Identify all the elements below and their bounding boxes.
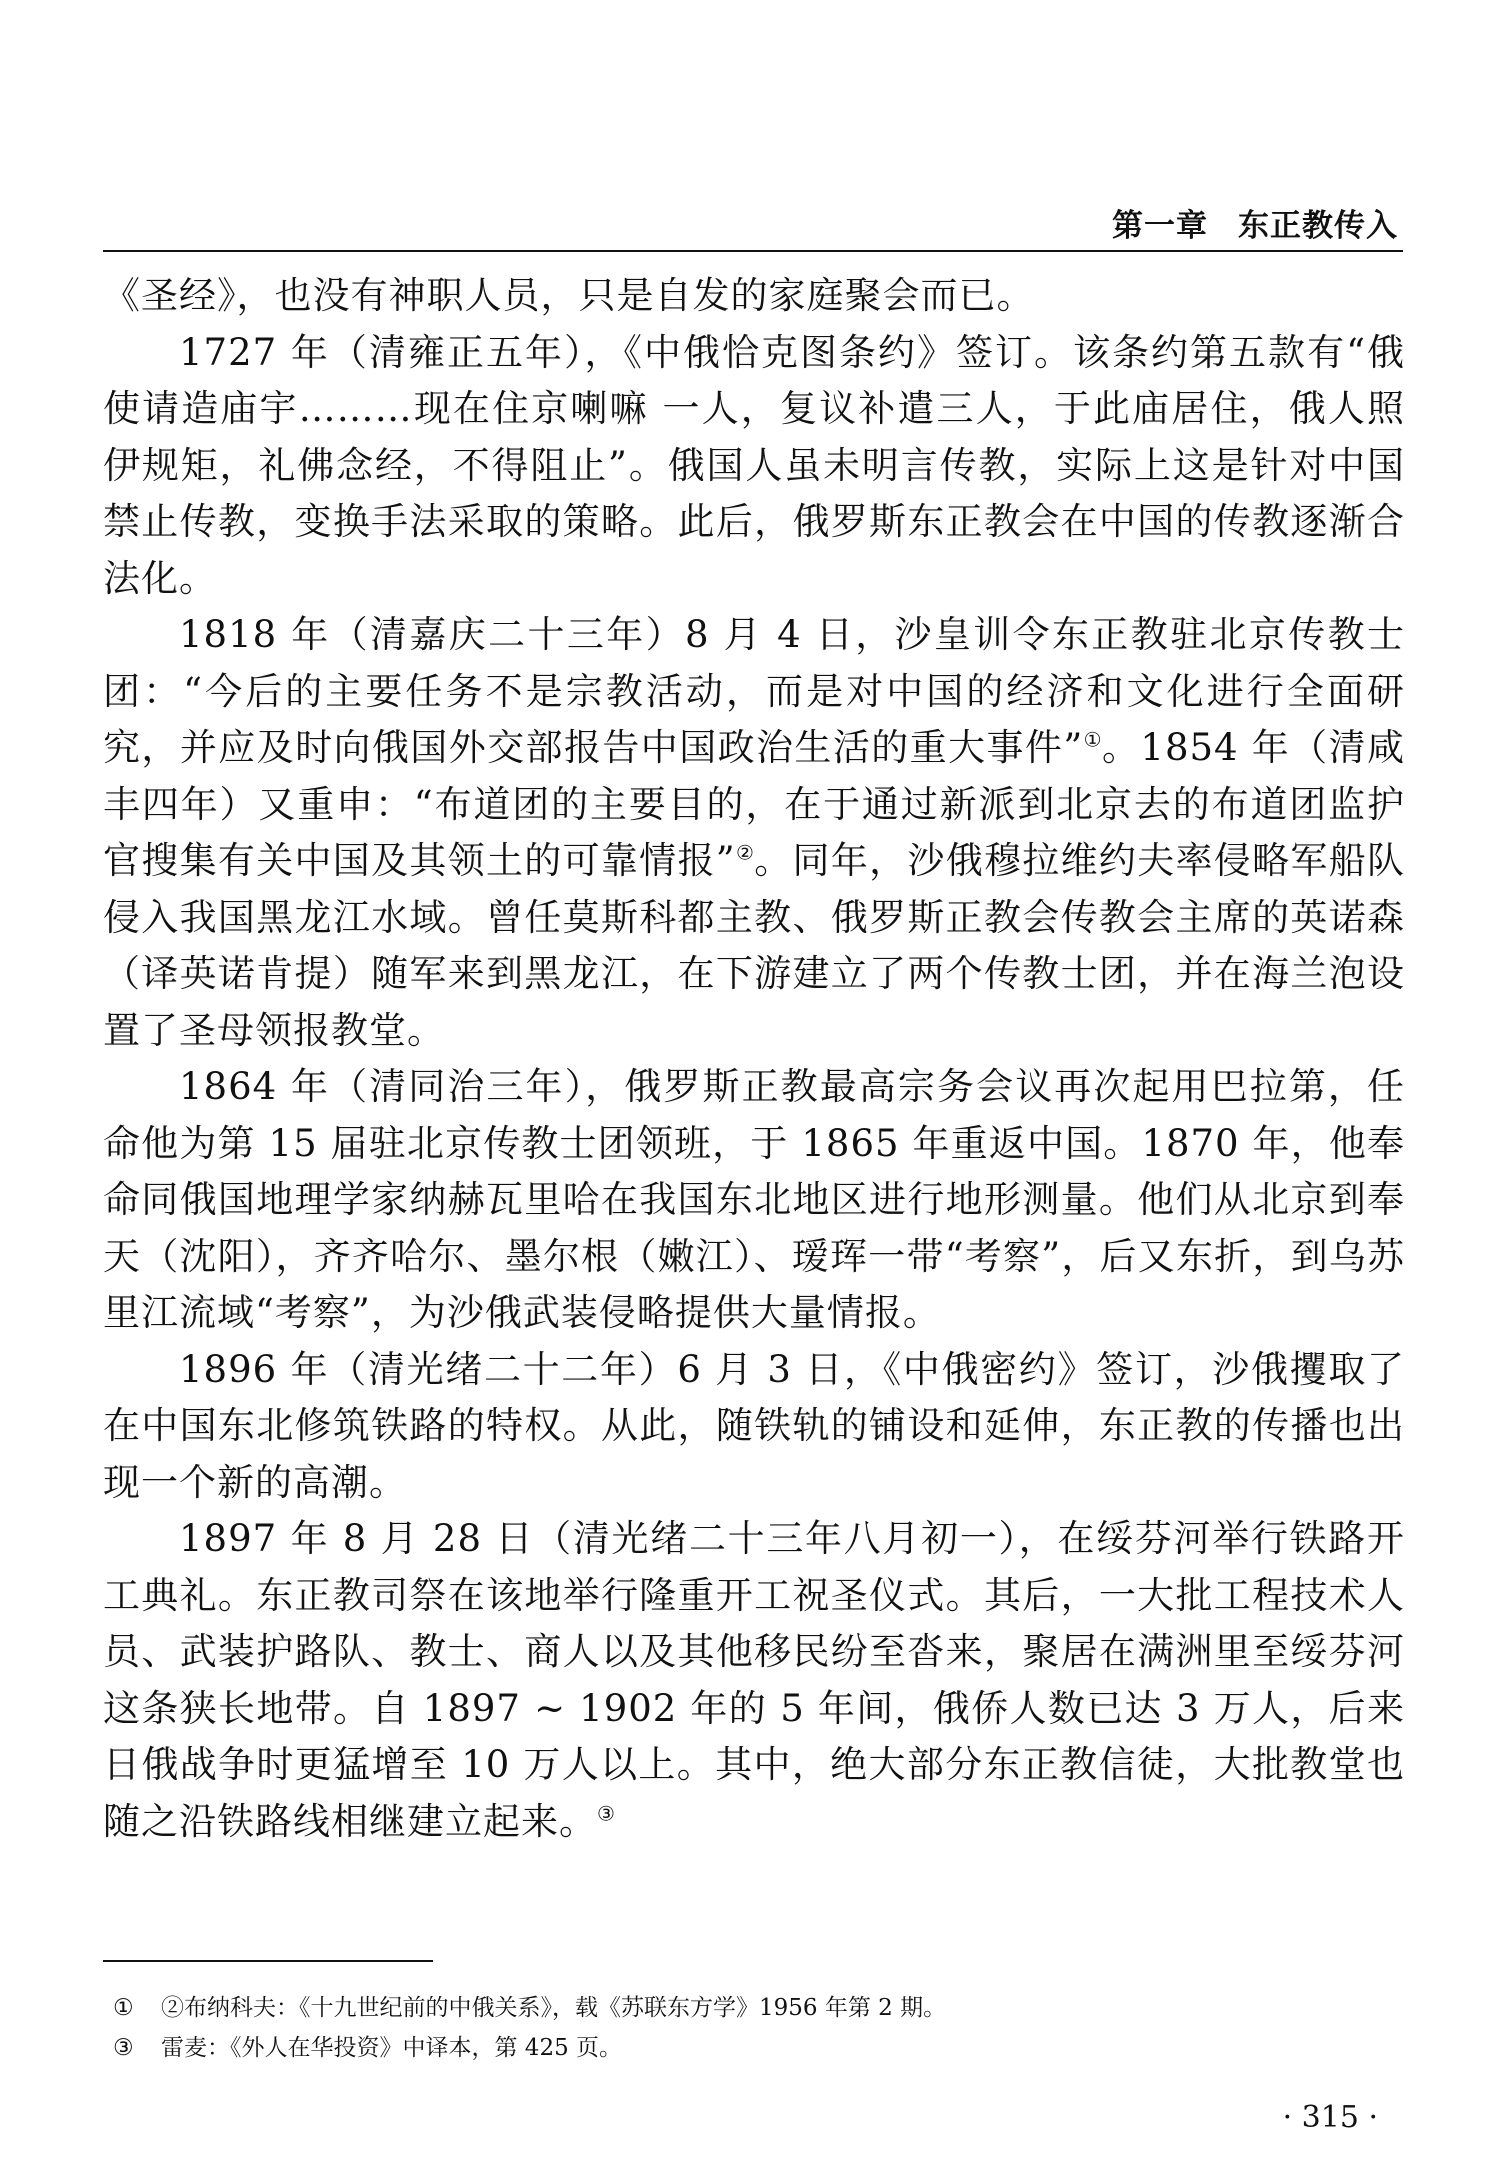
paragraph-3-part-1: 1818 年（清嘉庆二十三年）8 月 4 日，沙皇训令东正教驻北京传教士团：“今后的主要任务不是宗教活动，而是对中国的经济和文化进行全面研究，并应及时向俄国外交部报告中国政治生活的重大事件” <box>103 613 1405 769</box>
paragraph-3-part-3: 。同年，沙俄穆拉维约夫率侵略军船队侵入我国黑龙江水域。曾任莫斯科都主教、俄罗斯正教会传教会主席的英诺森（译英诺肯提）随军来到黑龙江，在下游建立了两个传教士团，并在海兰泡设置了圣母领报教堂。 <box>103 839 1405 1052</box>
paragraph-6-text: 1897 年 8 月 28 日（清光绪二十三年八月初一），在绥芬河举行铁路开工典礼。东正教司祭在该地举行隆重开工祝圣仪式。其后，一大批工程技术人员、武装护路队、教士、商人以及其他移民纷至沓来，聚居在满洲里至绥芬河这条狭长地带。自 1897 ~ 1902 年的 5 年间，俄侨人数已达 3 万人，后来日俄战争时更猛增至 10 万人以上。其中，绝大部分东正教信徒，大批教堂也随之沿铁路线相继建立起来。 <box>103 1517 1405 1843</box>
footnote-text: 雷麦：《外人在华投资》中译本，第 425 页。 <box>161 2035 623 2061</box>
paragraph-4: 1864 年（清同治三年），俄罗斯正教最高宗务会议再次起用巴拉第，任命他为第 15 届驻北京传教士团领班，于 1865 年重返中国。1870 年，他奉命同俄国地理学家纳赫瓦里哈在我国东北地区进行地形测量。他们从北京到奉天（沈阳），齐齐哈尔、墨尔根（嫩江）、瑷珲一带“考察”，后又东折，到乌苏里江流域“考察”，为沙俄武装侵略提供大量情报。 <box>103 1065 1405 1334</box>
footnote-text: ②布纳科夫：《十九世纪前的中俄关系》，载《苏联东方学》1956 年第 2 期。 <box>161 1995 947 2021</box>
paragraph-3 <box>103 607 1405 1059</box>
paragraph-3-part-2: 。1854 年（清咸丰四年）又重申：“布道团的主要目的，在于通过新派到北京去的布道团监护官搜集有关中国及其领土的可靠情报” <box>103 726 1405 882</box>
note-ref-3: ③ <box>597 1801 615 1826</box>
chapter-number: 第一章 <box>1112 208 1208 244</box>
footnote-1 <box>113 1988 1313 2028</box>
paragraph-1: 《圣经》，也没有神职人员，只是自发的家庭聚会而已。 <box>103 274 1035 317</box>
footnote-2 <box>113 2028 1313 2068</box>
paragraph-2: 1727 年（清雍正五年），《中俄恰克图条约》签订。该条约第五款有“俄使请造庙宇………现在住京喇嘛 一人，复议补遣三人，于此庙居住，俄人照伊规矩，礼佛念经，不得阻止”。俄国人虽未明言传教，实际上这是针对中国禁止传教，变换手法采取的策略。此后，俄罗斯东正教会在中国的传教逐渐合法化。 <box>103 330 1405 600</box>
running-header <box>103 192 1403 252</box>
main-text <box>103 268 1405 1850</box>
note-ref-2: ② <box>735 840 755 865</box>
paragraph-6 <box>103 1511 1405 1850</box>
chapter-heading <box>1112 200 1398 245</box>
footnote-mark: ① <box>113 1995 134 2021</box>
footnote-mark: ③ <box>113 2035 134 2061</box>
chapter-name: 东正教传入 <box>1238 208 1398 244</box>
footnotes <box>113 1988 1313 2068</box>
page-number: · 315 · <box>1282 2100 1378 2135</box>
note-ref-1: ① <box>1083 727 1102 752</box>
paragraph-5: 1896 年（清光绪二十二年）6 月 3 日，《中俄密约》签订，沙俄攫取了在中国东北修筑铁路的特权。从此，随铁轨的铺设和延伸，东正教的传播也出现一个新的高潮。 <box>103 1347 1405 1504</box>
footnote-divider <box>103 1960 433 1962</box>
